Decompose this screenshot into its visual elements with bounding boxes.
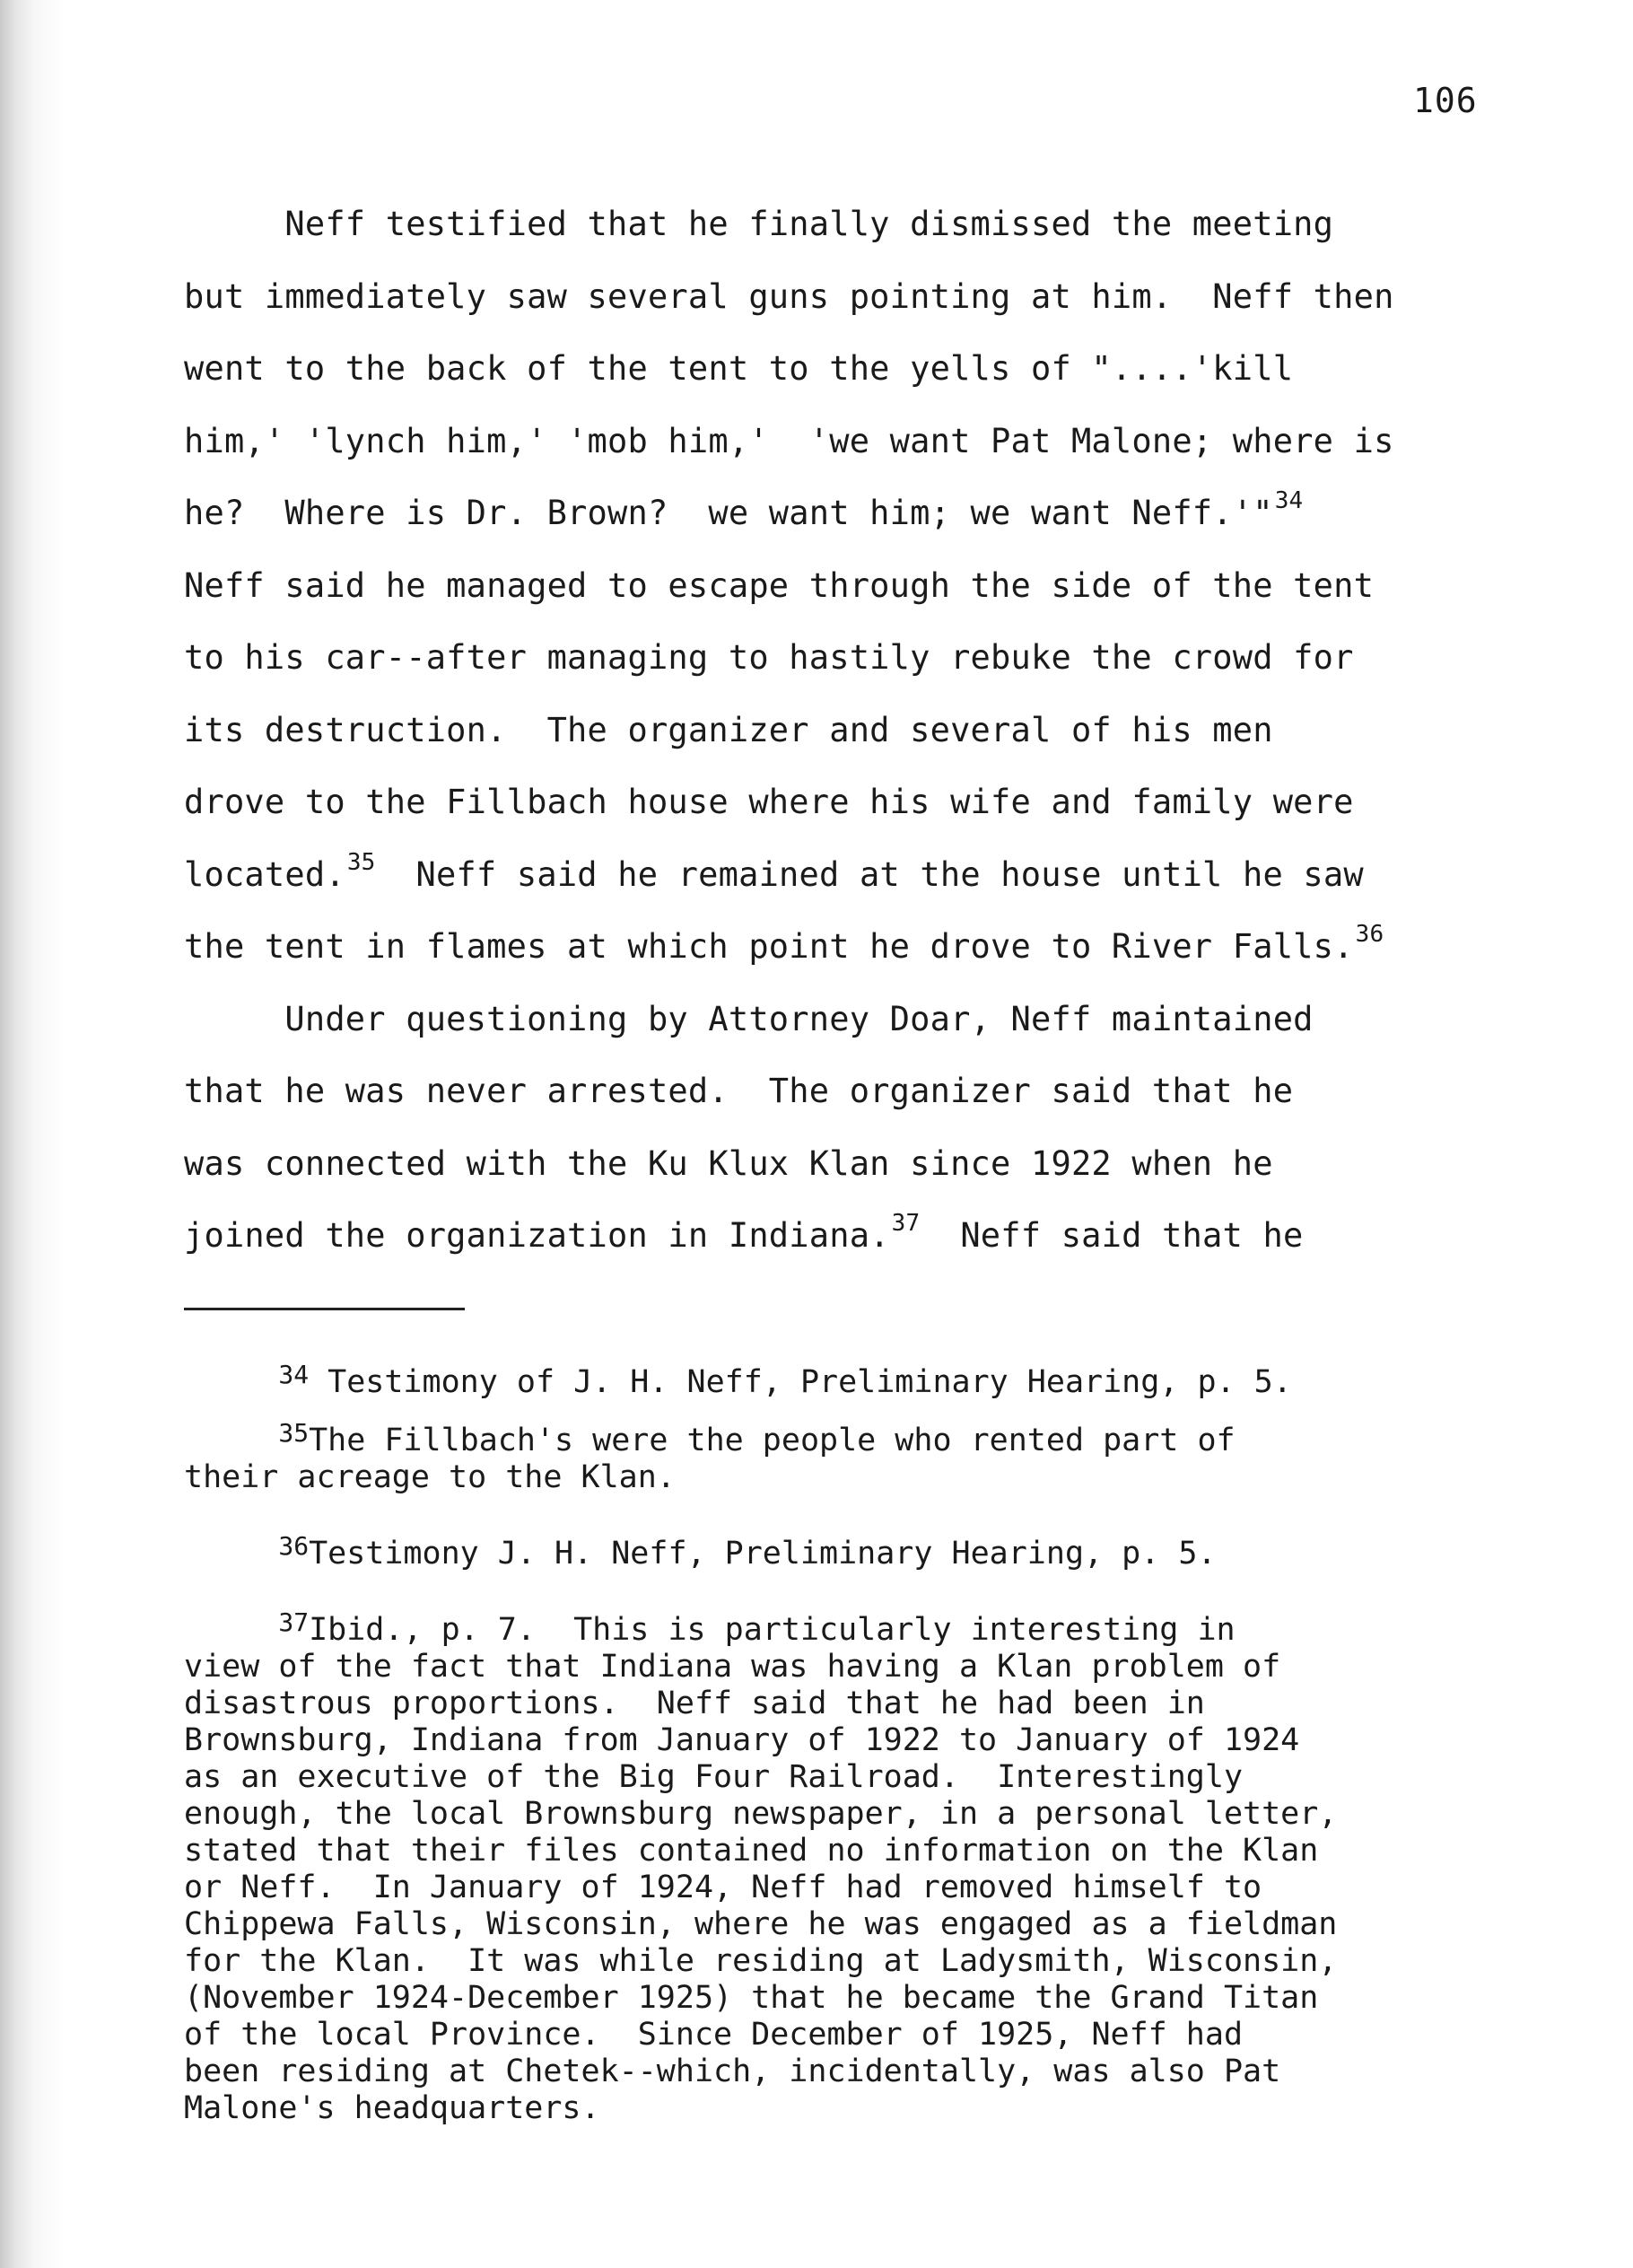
footnote-line xyxy=(184,1980,1512,2017)
footnotes xyxy=(184,1337,1512,2127)
footnote-number: 36 xyxy=(278,1531,310,1561)
body-line-text: that he was never arrested. The organizer said that he xyxy=(184,1072,1294,1110)
footnote-line xyxy=(184,1686,1512,1722)
footnote-text: disastrous proportions. Neff said that he had been in xyxy=(184,1686,1205,1721)
footnote-text: or Neff. In January of 1924, Neff had removed himself to xyxy=(184,1870,1262,1905)
footnote-text: of the local Province. Since December of 1925, Neff had xyxy=(184,2017,1244,2053)
page-number: 106 xyxy=(1413,81,1478,120)
body-line-text: Neff testified that he finally dismissed the meeting xyxy=(184,205,1334,243)
body-line xyxy=(184,984,1485,1056)
footnote-text: Chippewa Falls, Wisconsin, where he was engaged as a fieldman xyxy=(184,1906,1338,1942)
footnote-text: Ibid., p. 7. This is particularly interesting in xyxy=(309,1612,1236,1648)
footnote-line xyxy=(184,1759,1512,1796)
body-line xyxy=(184,839,1485,912)
footnote-text: stated that their files contained no information on the Klan xyxy=(184,1833,1319,1869)
footnote-reference: 36 xyxy=(1355,921,1384,948)
footnote-line xyxy=(184,1870,1512,1906)
footnote-text: their acreage to the Klan. xyxy=(184,1459,676,1495)
footnote-reference: 34 xyxy=(1274,487,1304,514)
footnote-text: been residing at Chetek--which, incidentally, was also Pat xyxy=(184,2053,1281,2089)
footnote-reference: 35 xyxy=(346,848,376,876)
footnote-35 xyxy=(184,1418,1512,1496)
footnote-line xyxy=(184,1722,1512,1759)
footnote-line xyxy=(184,1607,1512,1649)
body-line-text: drove to the Fillbach house where his wife and family were xyxy=(184,783,1354,821)
footnote-line xyxy=(184,2090,1512,2127)
body-line-text-after: Neff said that he xyxy=(920,1216,1304,1255)
footnote-number: 35 xyxy=(278,1418,310,1448)
footnote-36 xyxy=(184,1531,1512,1572)
body-line-text: he? Where is Dr. Brown? we want him; we want Neff.'" xyxy=(184,494,1273,532)
body-line-text: located. xyxy=(184,854,345,894)
body-line xyxy=(184,695,1485,767)
body-line-text: him,' 'lynch him,' 'mob him,' 'we want Pat Malone; where is xyxy=(184,421,1394,460)
body-line xyxy=(184,1200,1485,1273)
footnote-separator xyxy=(184,1308,465,1310)
footnote-line xyxy=(184,2017,1512,2053)
footnote-text: Testimony of J. H. Neff, Preliminary Hearing, p. 5. xyxy=(309,1364,1292,1400)
footnote-text: view of the fact that Indiana was having a Klan problem of xyxy=(184,1649,1281,1685)
footnote-line xyxy=(184,1418,1512,1459)
footnote-indent xyxy=(184,1364,278,1400)
footnote-text: Brownsburg, Indiana from January of 1922 to January of 1924 xyxy=(184,1722,1300,1758)
body-line-text: was connected with the Ku Klux Klan since 1922 when he xyxy=(184,1143,1273,1183)
body-line xyxy=(184,1128,1485,1201)
footnote-line xyxy=(184,1906,1512,1943)
body-line-text-after: Neff said he remained at the house until he saw xyxy=(375,854,1364,894)
body-line xyxy=(184,188,1485,261)
footnote-text: Malone's headquarters. xyxy=(184,2090,600,2126)
footnote-34 xyxy=(184,1360,1512,1401)
footnote-reference: 37 xyxy=(891,1210,921,1237)
body-line-text: joined the organization in Indiana. xyxy=(184,1216,890,1255)
body-line xyxy=(184,1055,1485,1128)
body-line xyxy=(184,911,1485,984)
body-line-text: but immediately saw several guns pointing at him. Neff then xyxy=(184,276,1394,316)
body-line xyxy=(184,477,1485,550)
body-line-text: to his car--after managing to hastily rebuke the crowd for xyxy=(184,638,1354,677)
footnote-line xyxy=(184,1459,1512,1496)
body-line-text: Neff said he managed to escape through the side of the tent xyxy=(184,565,1375,605)
footnote-indent xyxy=(184,1423,278,1458)
footnote-indent xyxy=(184,1536,278,1572)
body-line xyxy=(184,261,1485,334)
body-line xyxy=(184,550,1485,623)
footnote-indent xyxy=(184,1612,278,1648)
footnote-text: Testimony J. H. Neff, Preliminary Hearing, p. 5. xyxy=(309,1536,1217,1572)
body-line xyxy=(184,622,1485,695)
footnote-text: for the Klan. It was while residing at Ladysmith, Wisconsin, xyxy=(184,1943,1338,1979)
footnote-text: as an executive of the Big Four Railroad. Interestingly xyxy=(184,1759,1244,1795)
body-text xyxy=(184,188,1485,1273)
footnote-line xyxy=(184,2053,1512,2090)
footnote-37 xyxy=(184,1607,1512,2127)
footnote-number: 34 xyxy=(278,1360,310,1389)
footnote-line xyxy=(184,1796,1512,1833)
footnote-text: The Fillbach's were the people who rented part of xyxy=(309,1423,1236,1458)
body-line-text: the tent in flames at which point he drove to River Falls. xyxy=(184,927,1354,966)
body-line xyxy=(184,766,1485,839)
body-line-text: went to the back of the tent to the yells of "....'kill xyxy=(184,349,1294,388)
body-line xyxy=(184,406,1485,478)
footnote-line xyxy=(184,1943,1512,1980)
footnote-number: 37 xyxy=(278,1607,310,1637)
footnote-line xyxy=(184,1649,1512,1686)
footnote-text: enough, the local Brownsburg newspaper, in a personal letter, xyxy=(184,1796,1338,1832)
footnote-line xyxy=(184,1833,1512,1870)
body-line-text: Under questioning by Attorney Doar, Neff maintained xyxy=(184,999,1314,1038)
footnote-text: (November 1924-December 1925) that he became the Grand Titan xyxy=(184,1980,1319,2016)
footnote-line xyxy=(184,1531,1512,1572)
body-line-text: its destruction. The organizer and several of his men xyxy=(184,710,1273,749)
footnote-line xyxy=(184,1360,1512,1401)
body-line xyxy=(184,333,1485,406)
